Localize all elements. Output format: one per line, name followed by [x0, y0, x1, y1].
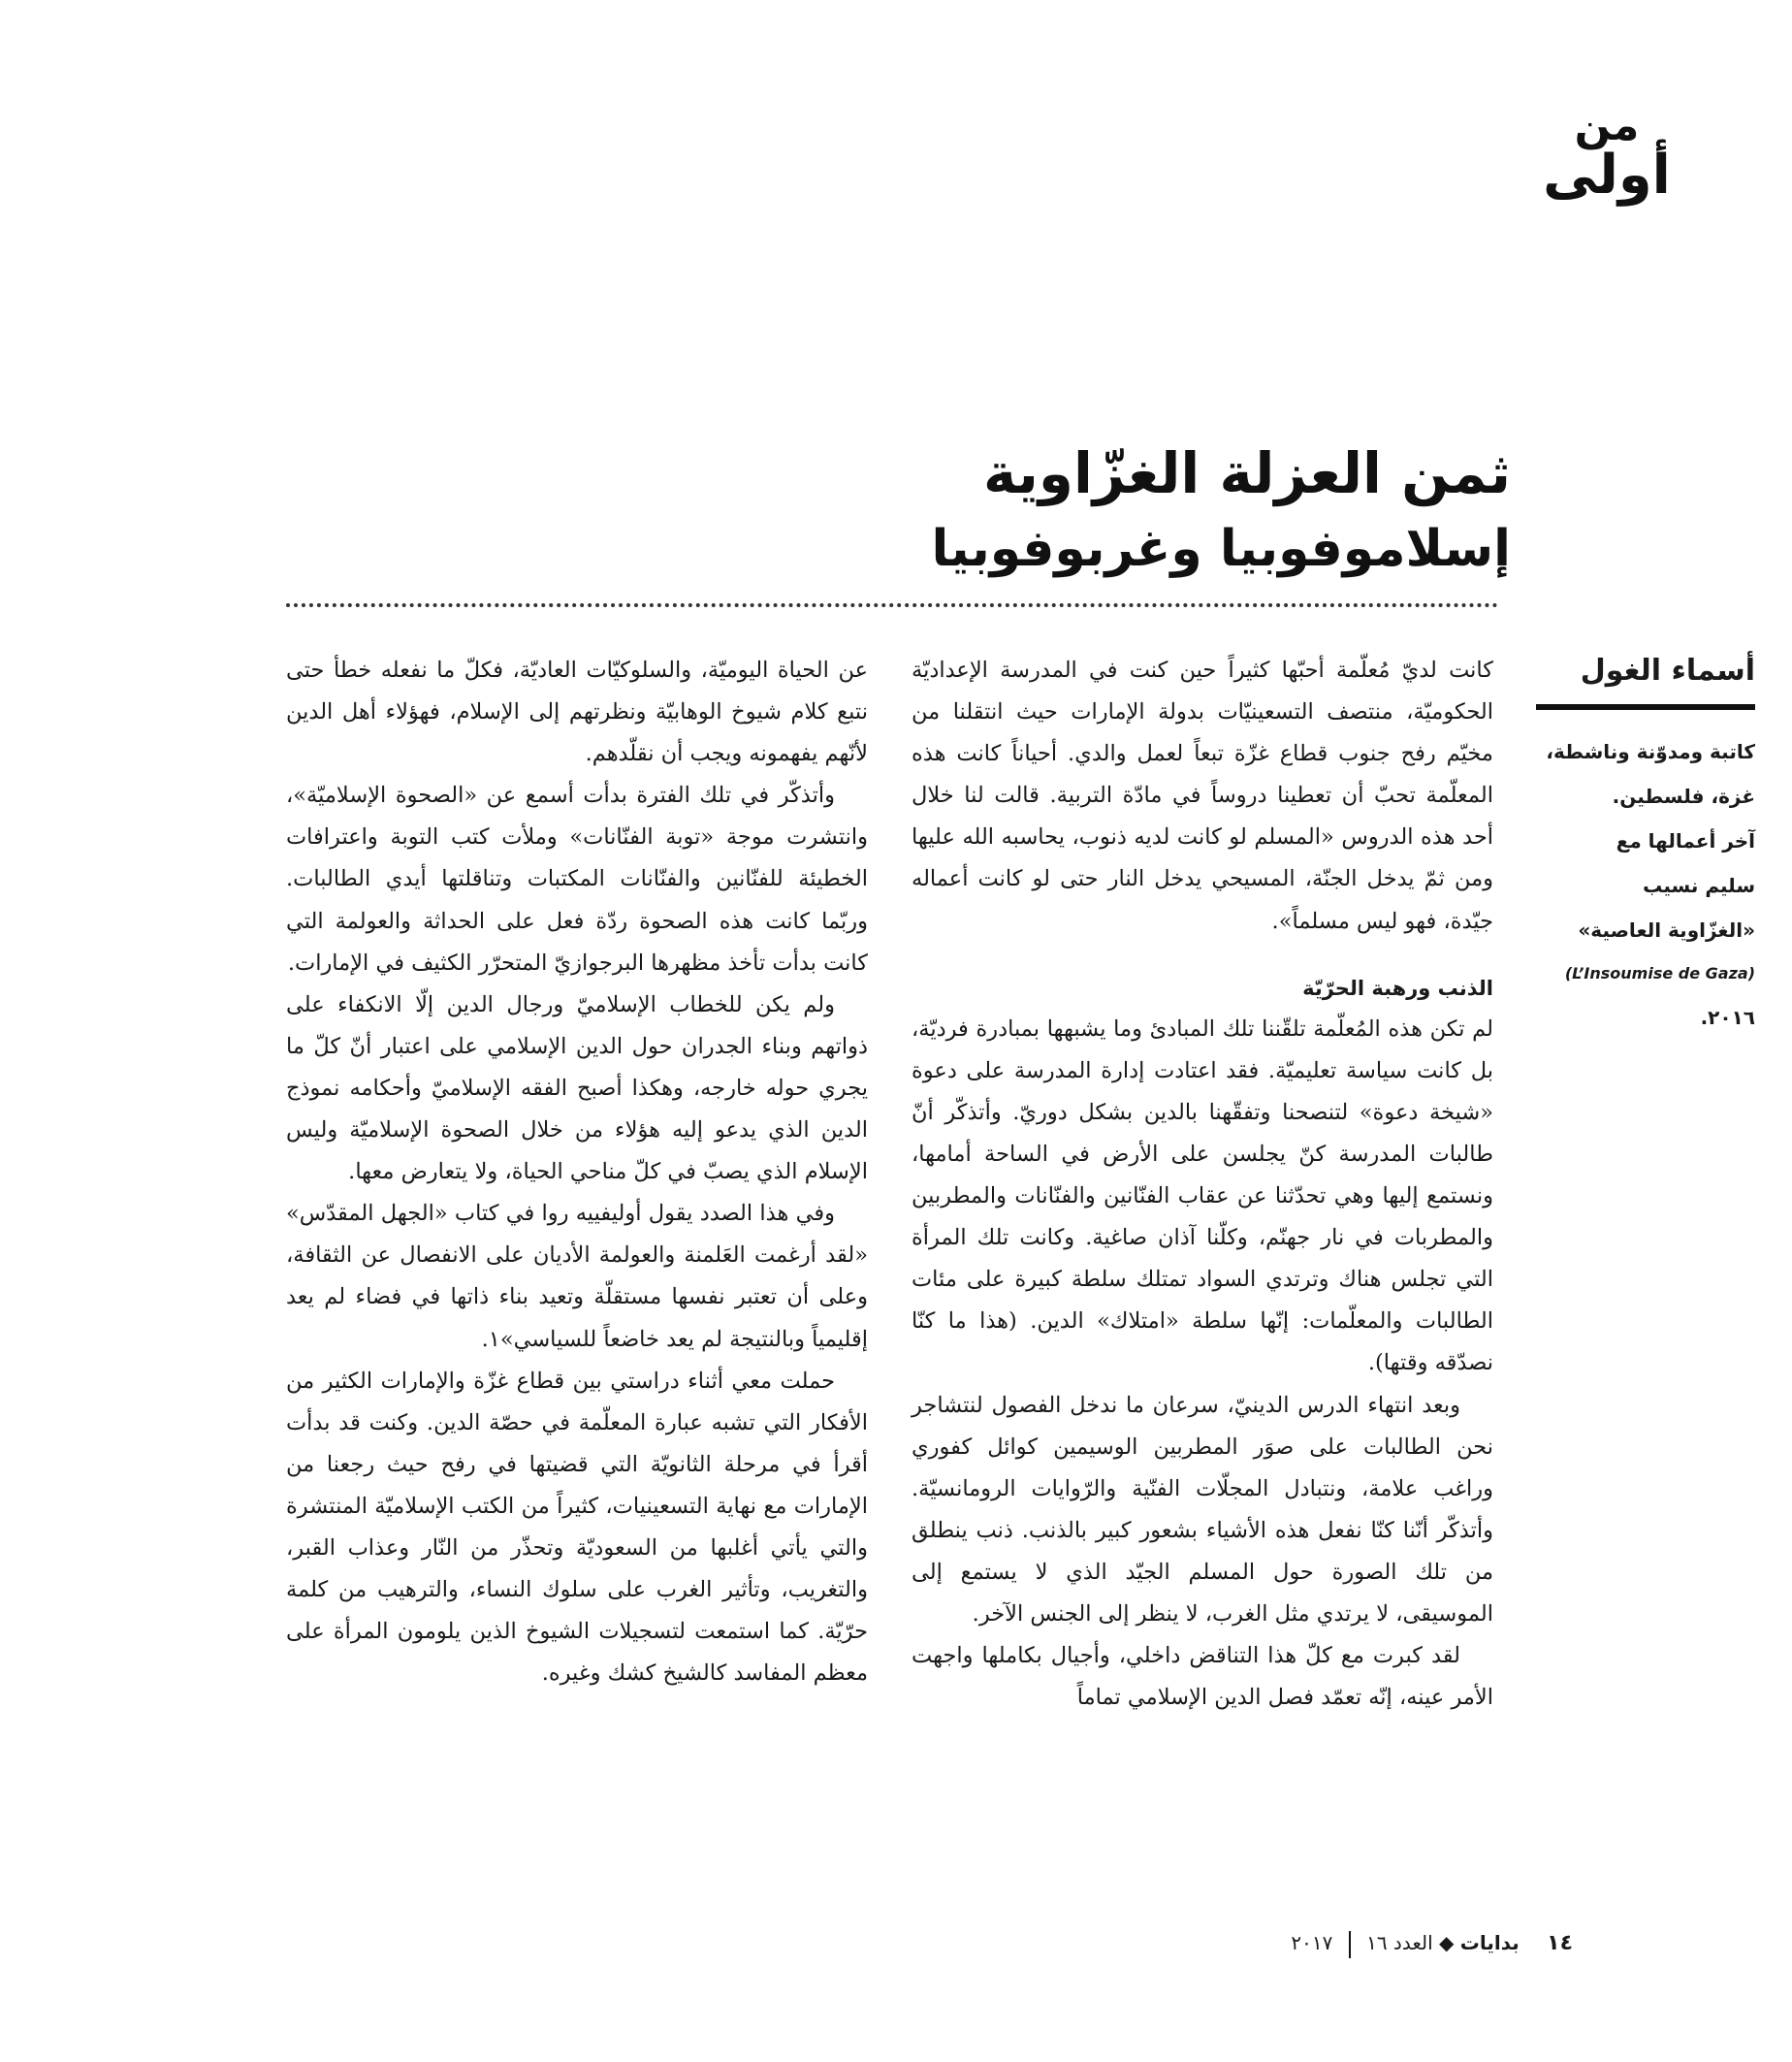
magazine-name: بدايات: [1459, 1931, 1520, 1954]
page-footer: [1185, 1928, 1573, 1958]
issue-year: ٢٠١٧: [1291, 1931, 1333, 1954]
paragraph: لم تكن هذه المُعلّمة تلقّننا تلك المبادئ وما يشبهها بمبادرة فرديّة، بل كانت سياسة تعليميّة. فقد اعتادت إدارة المدرسة على دعوة «شيخة دعوة» لتنصحنا وتفقّهنا بالدين بشكل دوريّ. وأتذكّر أنّ طالبات المدرسة كنّ يجلسن على الأرض في الساحة أمامها، ونستمع إليها وهي تحدّثنا عن عقاب الفنّانين والفنّانات والمطربين والمطربات في نار جهنّم، وكلّنا آذان صاغية. وكانت تلك المرأة التي تجلس هناك وترتدي السواد تمتلك سلطة كبيرة على مئات الطالبات والمعلّمات: إنّها سلطة «امتلاك» الدين. (هذا ما كنّا نصدّقه وقتها).: [912, 1015, 1493, 1376]
author-bio-line: كاتبة ومدوّنة وناشطة،: [1546, 740, 1755, 763]
paragraph: عن الحياة اليوميّة، والسلوكيّات العاديّة، فكلّ ما نفعله خطأ حتى نتبع كلام شيوخ الوهابيّة ونظرتهم إلى الإسلام، فهؤلاء أهل الدين لأنّهم يفهمونه ويجب أن نقلّدهم.: [286, 658, 868, 767]
author-bio-line: «الغزّاوية العاصية»: [1578, 918, 1755, 942]
author-bio-line: سليم نسيب: [1643, 874, 1755, 897]
author-bio-year: ٢٠١٦.: [1700, 1006, 1755, 1029]
paragraph: وأتذكّر في تلك الفترة بدأت أسمع عن «الصحوة الإسلاميّة»، وانتشرت موجة «توبة الفنّانات» وملأت كتب التوبة واعترافات الخطيئة للفنّانين والفنّانات المكتبات وتناقلتها أيدي الطالبات. وربّما كانت هذه الصحوة ردّة فعل على الحداثة والعولمة التي كانت بدأت تأخذ مظهرها البرجوازيّ المتحرّر الكثيف في الإمارات.: [286, 783, 868, 976]
issue-number: العدد ١٦: [1366, 1931, 1433, 1954]
diamond-separator-icon: ◆: [1438, 1931, 1455, 1954]
paragraph: كانت لديّ مُعلّمة أحبّها كثيراً حين كنت في المدرسة الإعداديّة الحكوميّة، منتصف التسعينيّات بدولة الإمارات حيث انتقلنا من مخيّم رفح جنوب قطاع غزّة تبعاً لعمل والدي. أحياناً كانت هذه المعلّمة تحبّ أن تعطينا دروساً في مادّة التربية. قالت لنا خلال أحد هذه الدروس «المسلم لو كانت لديه ذنوب، يحاسبه الله عليها ومن ثمّ يدخل الجنّة، المسيحي يدخل النار حتى لو كانت أعماله جيّدة، فهو ليس مسلماً».: [912, 658, 1493, 934]
article-header: [931, 435, 1511, 586]
author-bio-latin-title: (L’Insoumise de Gaza): [1564, 964, 1755, 983]
logo-line-2: أولى: [1543, 144, 1671, 207]
section-heading: الذنب ورهبة الحرّيّة: [1302, 976, 1493, 1000]
paragraph: وفي هذا الصدد يقول أوليفييه روا في كتاب «الجهل المقدّس» «لقد أرغمت العَلمنة والعولمة الأديان على الانفصال عن الثقافة، وعلى أن تعتبر نفسها مستقلّة وتعيد بناء ذاتها في فضاء لم يعد إقليمياً وبالنتيجة لم يعد خاضعاً للسياسي»١.: [286, 1201, 868, 1352]
paragraph: حملت معي أثناء دراستي بين قطاع غزّة والإمارات الكثير من الأفكار التي تشبه عبارة المعلّمة في حصّة الدين. وكنت قد بدأت أقرأ في مرحلة الثانويّة التي قضيتها في رفح حيث رجعنا من الإمارات مع نهاية التسعينيات، كثيراً من الكتب الإسلاميّة المنتشرة والتي يأتي أغلبها من السعوديّة وتحذّر من النّار وعذاب القبر، والتغريب، وتأثير الغرب على سلوك النساء، والترهيب من كلمة حرّيّة. كما استمعت لتسجيلات الشيوخ الذين يلومون المرأة على معظم المفاسد كالشيخ كشك وغيره.: [286, 1368, 868, 1687]
section-logo: [1534, 101, 1680, 211]
article-subtitle: إسلاموفوبيا وغربوفوبيا: [931, 520, 1511, 578]
article-column-right: [912, 650, 1493, 1719]
paragraph: وبعد انتهاء الدرس الدينيّ، سرعان ما ندخل الفصول لنتشاجر نحن الطالبات على صوَر المطربين الوسيمين كوائل كفوري وراغب علامة، ونتبادل المجلّات الفنّية والرّوايات الرومانسيّة. وأتذكّر أنّنا كنّا نفعل هذه الأشياء بشعور كبير بالذنب. ذنب ينطلق من تلك الصورة حول المسلم الجيّد الذي لا يستمع إلى الموسيقى، لا يرتدي مثل الغرب، لا ينظر إلى الجنس الآخر.: [912, 1392, 1493, 1627]
paragraph: ولم يكن للخطاب الإسلاميّ ورجال الدين إلّا الانكفاء على ذواتهم وبناء الجدران حول الدين الإسلامي على اعتبار أنّ كلّ ما يجري حوله خارجه، وهكذا أصبح الفقه الإسلاميّ وأحكامه نموذج الدين الذي يدعو إليه هؤلاء من خلال الصحوة الإسلاميّة وليس الإسلام الذي يصبّ في كلّ مناحي الحياة، ولا يتعارض معها.: [286, 991, 868, 1185]
author-divider: [1536, 704, 1755, 710]
footer-divider: [1349, 1931, 1351, 1958]
author-name: أسماء الغول: [1580, 654, 1755, 688]
article-column-left: [286, 650, 868, 1694]
author-bio-line: غزة، فلسطين.: [1612, 785, 1755, 808]
author-sidebar: [1513, 650, 1755, 1040]
page-number: ١٤: [1547, 1931, 1573, 1955]
article-title: ثمن العزلة الغزّاوية: [982, 440, 1511, 506]
paragraph: لقد كبرت مع كلّ هذا التناقض داخلي، وأجيال بكاملها واجهت الأمر عينه، إنّه تعمّد فصل الدين الإسلامي تماماً: [912, 1643, 1493, 1711]
logo-line-1: من: [1574, 101, 1640, 150]
author-bio-line: آخر أعمالها مع: [1616, 829, 1755, 853]
header-divider: [286, 603, 1498, 607]
